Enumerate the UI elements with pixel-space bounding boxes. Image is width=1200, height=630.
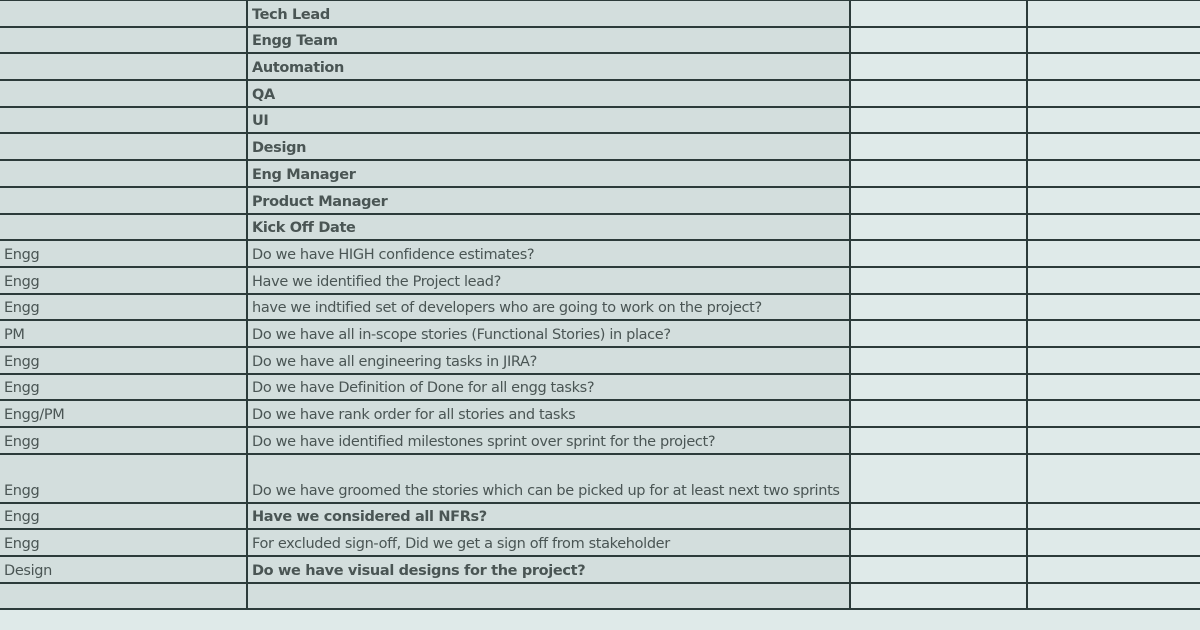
owner-cell[interactable]: Design bbox=[0, 556, 247, 583]
table-row bbox=[0, 267, 1200, 294]
owner-cell[interactable]: PM bbox=[0, 320, 247, 347]
table-row bbox=[0, 187, 1200, 214]
notes-cell[interactable] bbox=[1027, 27, 1200, 54]
status-cell[interactable] bbox=[850, 187, 1027, 214]
notes-cell[interactable] bbox=[1027, 0, 1200, 27]
owner-cell[interactable]: Engg bbox=[0, 529, 247, 556]
owner-cell[interactable] bbox=[0, 107, 247, 134]
status-cell[interactable] bbox=[850, 240, 1027, 267]
table-row bbox=[0, 27, 1200, 54]
item-cell[interactable]: Do we have Definition of Done for all engg tasks? bbox=[247, 374, 850, 401]
table-row bbox=[0, 294, 1200, 321]
item-cell[interactable]: Product Manager bbox=[247, 187, 850, 214]
table-row bbox=[0, 80, 1200, 107]
owner-cell[interactable]: Engg bbox=[0, 347, 247, 374]
owner-cell[interactable]: Engg bbox=[0, 240, 247, 267]
item-cell[interactable]: Do we have rank order for all stories and tasks bbox=[247, 400, 850, 427]
notes-cell[interactable] bbox=[1027, 374, 1200, 401]
owner-cell[interactable] bbox=[0, 187, 247, 214]
owner-cell[interactable] bbox=[0, 583, 247, 610]
item-cell[interactable]: QA bbox=[247, 80, 850, 107]
item-cell[interactable]: Do we have groomed the stories which can be picked up for at least next two sprints bbox=[247, 454, 850, 503]
table-row bbox=[0, 454, 1200, 503]
status-cell[interactable] bbox=[850, 133, 1027, 160]
table-row bbox=[0, 529, 1200, 556]
owner-cell[interactable] bbox=[0, 53, 247, 80]
table-row bbox=[0, 374, 1200, 401]
notes-cell[interactable] bbox=[1027, 427, 1200, 454]
status-cell[interactable] bbox=[850, 160, 1027, 187]
status-cell[interactable] bbox=[850, 427, 1027, 454]
status-cell[interactable] bbox=[850, 214, 1027, 241]
notes-cell[interactable] bbox=[1027, 187, 1200, 214]
status-cell[interactable] bbox=[850, 583, 1027, 610]
table-row bbox=[0, 427, 1200, 454]
item-cell[interactable]: Do we have visual designs for the project? bbox=[247, 556, 850, 583]
status-cell[interactable] bbox=[850, 107, 1027, 134]
status-cell[interactable] bbox=[850, 347, 1027, 374]
table-row bbox=[0, 160, 1200, 187]
table-row bbox=[0, 320, 1200, 347]
status-cell[interactable] bbox=[850, 374, 1027, 401]
item-cell[interactable]: Engg Team bbox=[247, 27, 850, 54]
owner-cell[interactable] bbox=[0, 133, 247, 160]
owner-cell[interactable]: Engg bbox=[0, 503, 247, 530]
table-row bbox=[0, 53, 1200, 80]
item-cell[interactable]: Kick Off Date bbox=[247, 214, 850, 241]
table-row bbox=[0, 214, 1200, 241]
table-row bbox=[0, 583, 1200, 610]
item-cell[interactable]: Eng Manager bbox=[247, 160, 850, 187]
notes-cell[interactable] bbox=[1027, 294, 1200, 321]
table-row bbox=[0, 556, 1200, 583]
item-cell[interactable]: Have we considered all NFRs? bbox=[247, 503, 850, 530]
notes-cell[interactable] bbox=[1027, 80, 1200, 107]
status-cell[interactable] bbox=[850, 0, 1027, 27]
notes-cell[interactable] bbox=[1027, 529, 1200, 556]
status-cell[interactable] bbox=[850, 294, 1027, 321]
notes-cell[interactable] bbox=[1027, 400, 1200, 427]
notes-cell[interactable] bbox=[1027, 214, 1200, 241]
item-cell[interactable]: Do we have all in-scope stories (Functional Stories) in place? bbox=[247, 320, 850, 347]
owner-cell[interactable]: Engg/PM bbox=[0, 400, 247, 427]
owner-cell[interactable] bbox=[0, 214, 247, 241]
status-cell[interactable] bbox=[850, 556, 1027, 583]
item-cell[interactable]: Design bbox=[247, 133, 850, 160]
notes-cell[interactable] bbox=[1027, 160, 1200, 187]
status-cell[interactable] bbox=[850, 80, 1027, 107]
status-cell[interactable] bbox=[850, 320, 1027, 347]
notes-cell[interactable] bbox=[1027, 133, 1200, 160]
owner-cell[interactable]: Engg bbox=[0, 374, 247, 401]
status-cell[interactable] bbox=[850, 27, 1027, 54]
status-cell[interactable] bbox=[850, 503, 1027, 530]
table-row bbox=[0, 503, 1200, 530]
status-cell[interactable] bbox=[850, 53, 1027, 80]
item-cell[interactable]: UI bbox=[247, 107, 850, 134]
notes-cell[interactable] bbox=[1027, 347, 1200, 374]
item-cell[interactable]: Automation bbox=[247, 53, 850, 80]
owner-cell[interactable] bbox=[0, 27, 247, 54]
status-cell[interactable] bbox=[850, 267, 1027, 294]
table-row bbox=[0, 133, 1200, 160]
table-row bbox=[0, 0, 1200, 27]
table-row bbox=[0, 347, 1200, 374]
item-cell[interactable] bbox=[247, 583, 850, 610]
table-row bbox=[0, 240, 1200, 267]
notes-cell[interactable] bbox=[1027, 240, 1200, 267]
item-cell[interactable]: have we indtified set of developers who are going to work on the project? bbox=[247, 294, 850, 321]
notes-cell[interactable] bbox=[1027, 320, 1200, 347]
item-cell[interactable]: Do we have HIGH confidence estimates? bbox=[247, 240, 850, 267]
notes-cell[interactable] bbox=[1027, 503, 1200, 530]
notes-cell[interactable] bbox=[1027, 454, 1200, 503]
owner-cell[interactable]: Engg bbox=[0, 294, 247, 321]
table-row bbox=[0, 400, 1200, 427]
owner-cell[interactable]: Engg bbox=[0, 454, 247, 503]
notes-cell[interactable] bbox=[1027, 583, 1200, 610]
owner-cell[interactable]: Engg bbox=[0, 267, 247, 294]
item-cell[interactable]: Tech Lead bbox=[247, 0, 850, 27]
table-row bbox=[0, 107, 1200, 134]
item-cell[interactable]: Do we have identified milestones sprint over sprint for the project? bbox=[247, 427, 850, 454]
notes-cell[interactable] bbox=[1027, 267, 1200, 294]
item-cell[interactable]: Do we have all engineering tasks in JIRA? bbox=[247, 347, 850, 374]
notes-cell[interactable] bbox=[1027, 53, 1200, 80]
owner-cell[interactable]: Engg bbox=[0, 427, 247, 454]
status-cell[interactable] bbox=[850, 400, 1027, 427]
owner-cell[interactable] bbox=[0, 80, 247, 107]
item-cell[interactable]: Have we identified the Project lead? bbox=[247, 267, 850, 294]
item-cell[interactable]: For excluded sign-off, Did we get a sign off from stakeholder bbox=[247, 529, 850, 556]
notes-cell[interactable] bbox=[1027, 556, 1200, 583]
status-cell[interactable] bbox=[850, 454, 1027, 503]
status-cell[interactable] bbox=[850, 529, 1027, 556]
owner-cell[interactable] bbox=[0, 0, 247, 27]
notes-cell[interactable] bbox=[1027, 107, 1200, 134]
owner-cell[interactable] bbox=[0, 160, 247, 187]
